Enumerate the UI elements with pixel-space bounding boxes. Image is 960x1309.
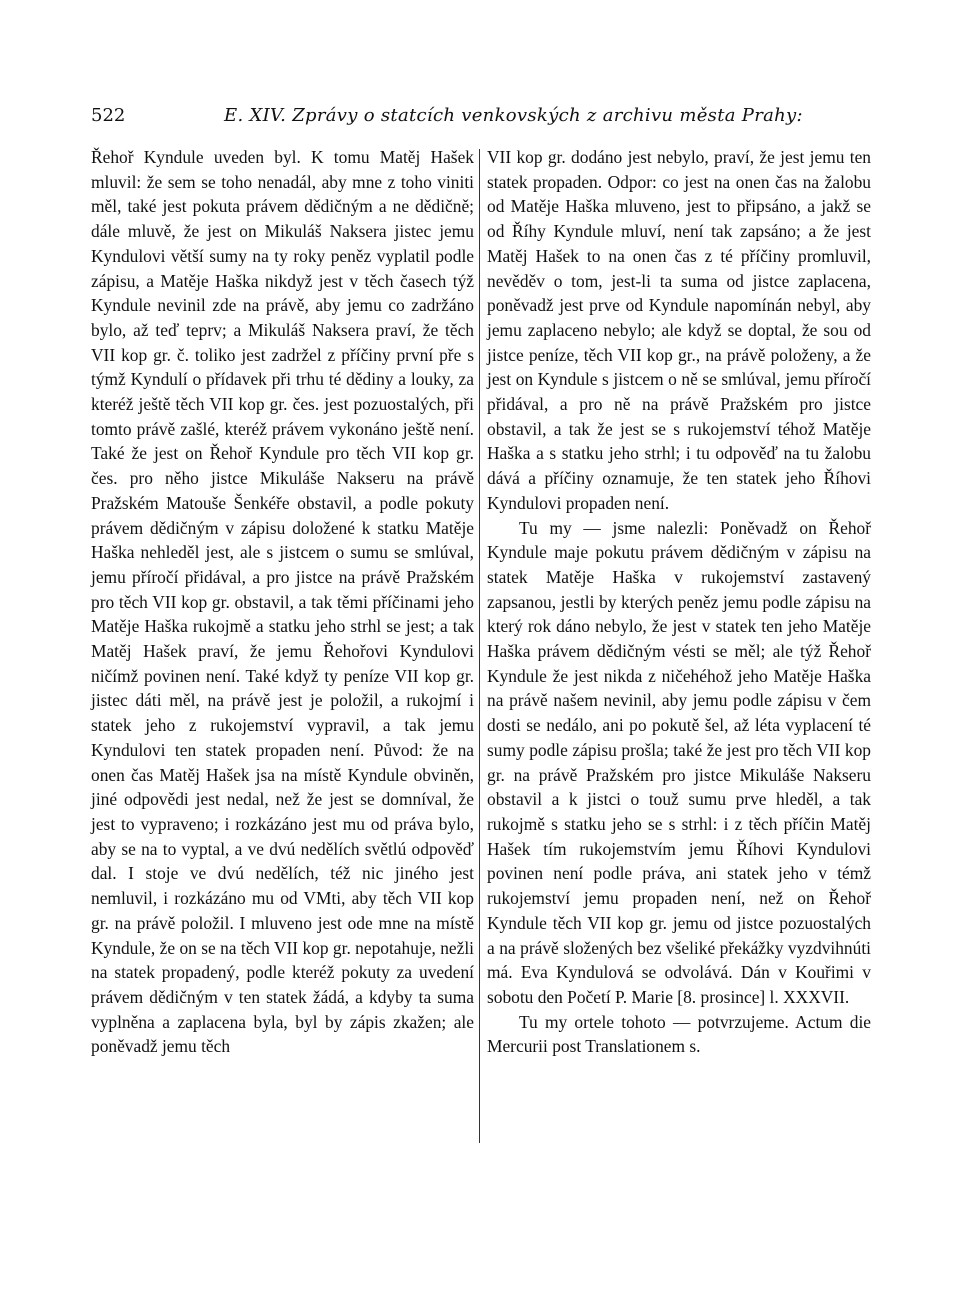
left-paragraph-1: Řehoř Kyndule uveden byl. K tomu Matěj Hašek mluvil: že sem se toho nenadál, aby mne z toho viniti měl, také jest pokuta právem dědičným a ne dědičně; dále mluvě, že jest on Mikuláš Naksera jistec jemu Kyndulovi větší sumy na ty roky peněz vyplatil podle zápisu, a Matěje Haška nikdyž jest v těch časech týž Kyndule nevinil zde na právě, aby jemu co zadržáno bylo, až teď teprv; a Mikuláš Naksera praví, že těch VII kop gr. č. toliko jest zadržel z příčiny první pře s týmž Kyndulí o přídavek při trhu té dědiny a louky, za kteréž ještě těch VII kop gr. čes. jest pozuostalých, při tomto právě zašlé, kteréž právem vykonáno ještě není. Také že jest on Řehoř Kyndule pro těch VII kop gr. čes. pro něho jistce Mikuláše Nakseru na právě Pražském Matouše Šenkéře obstavil, a podle pokuty právem dědičným v zápisu doložené k statku Matěje Haška nehleděl jest, ale s jistcem o sumu se smlúval, jemu příročí přidával, a pro jistce na právě Pražském pro těch VII kop gr. obstavil, a tak těmi příčinami jeho Matěje Haška rukojmě a statku jeho strhl se jest; a tak Matěj Hašek praví, že jemu Řehořovi Kyndulovi ničímž povinen není. Také když ty peníze VII kop gr. jistec dáti měl, na právě jest je položil, a rukojmí i statek jeho z rukojemství vypravil, a tak jemu Kyndulovi ten statek propaden není. Původ: že na onen čas Matěj Hašek jsa na místě Kyndule obviněn, jiné odpovědi jest nedal, než že jest se domníval, že jest to vypraveno; i rozkázáno jest mu od práva bylo, aby se na to vyptal, a ve dvú nedělích světlú odpověď dal. I stoje ve dvú nedělích, též nic jiného jest nemluvil, i rozkázáno mu od VMti, aby těch VII kop gr. na právě položil. I mluveno jest ode mne na místě Kyndule, že on se na těch VII kop gr. nepotahuje, nežli na statek propadený, podle kteréž pokuty za uvedení právem dědičným v ten statek žádá, a kdyby ta suma vyplněna a zaplacena byla, byl by zápis zkažen; ale poněvadž jemu těch xyxy=(91,147,474,1057)
column-divider xyxy=(479,149,480,1143)
running-title: E. XIV. Zprávy o statcích venkovských z archivu města Prahy: xyxy=(224,105,803,126)
page-header xyxy=(91,103,871,129)
right-paragraph-3: Tu my ortele tohoto — potvrzujeme. Actum die Mercurii post Translationem s. xyxy=(487,1011,871,1057)
page-number: 522 xyxy=(91,105,126,126)
right-column xyxy=(487,145,871,1059)
right-paragraph-2: Tu my — jsme nalezli: Poněvadž on Řehoř Kyndule maje pokutu právem dědičným v zápisu na statek Matěje Haška v rukojemství zastavený zapsanou, jestli by kterých peněz jemu podle zápisu na který rok dáno nebylo, že jest v statek ten jeho Matěje Haška právem dědičným vésti se měl; ale týž Řehoř Kyndule že jest nikda z ničehéhož jeho Matěje Haška na právě našem nevinil, aby jemu podle zápisu v čem dosti se nedálo, ani po pokutě šel, až léta vyplacení té sumy podle zápisu prošla; také že jest pro těch VII kop gr. na právě Pražském pro jistce Mikuláše Nakseru obstavil a k jistci o touž sumu prve hleděl, a tak rukojmě s statku jeho se s strhl: i z těch příčin Matěj Hašek tím rukojemstvím jemu Říhovi Kyndulovi povinen není podle práva, ani statek jeho v témž rukojemství jemu propaden není, než on Řehoř Kyndule těch VII kop gr. jemu od jistce pozuostalých a na právě složených bez všeliké překážky vyzdvihnúti má. Eva Kyndulová se odvolává. Dán v Kouřimi v sobotu den Početí P. Marie [8. prosince] l. XXXVII. xyxy=(487,517,871,1007)
left-column xyxy=(91,145,474,1059)
right-paragraph-1: VII kop gr. dodáno jest nebylo, praví, že jest jemu ten statek propaden. Odpor: co jest na onen čas na žalobu od Matěje Haška mluveno, jest to připsáno, a jakž se od Říhy Kyndule mluví, není tak zapsáno; a že jest Matěj Hašek to na onen čas z té příčiny promluvil, nevěděv o tom, jest-li ta suma od jistce zaplacena, poněvadž jest prve od Kyndule napomínán nebyl, aby jemu zaplaceno nebylo; ale když se doptal, že sou od jistce peníze, těch VII kop gr., na právě položeny, a že jest on Kyndule s jistcem o ně se smlúval, jemu příročí přidával, a pro ně na právě Pražském pro jistce obstavil, a tak že jest se s rukojemství téhož Matěje Haška a s statku jeho strhl; i tu odpověď na tu žalobu dává a příčiny oznamuje, že ten statek jeho Říhovi Kyndulovi propaden není. xyxy=(487,147,871,513)
